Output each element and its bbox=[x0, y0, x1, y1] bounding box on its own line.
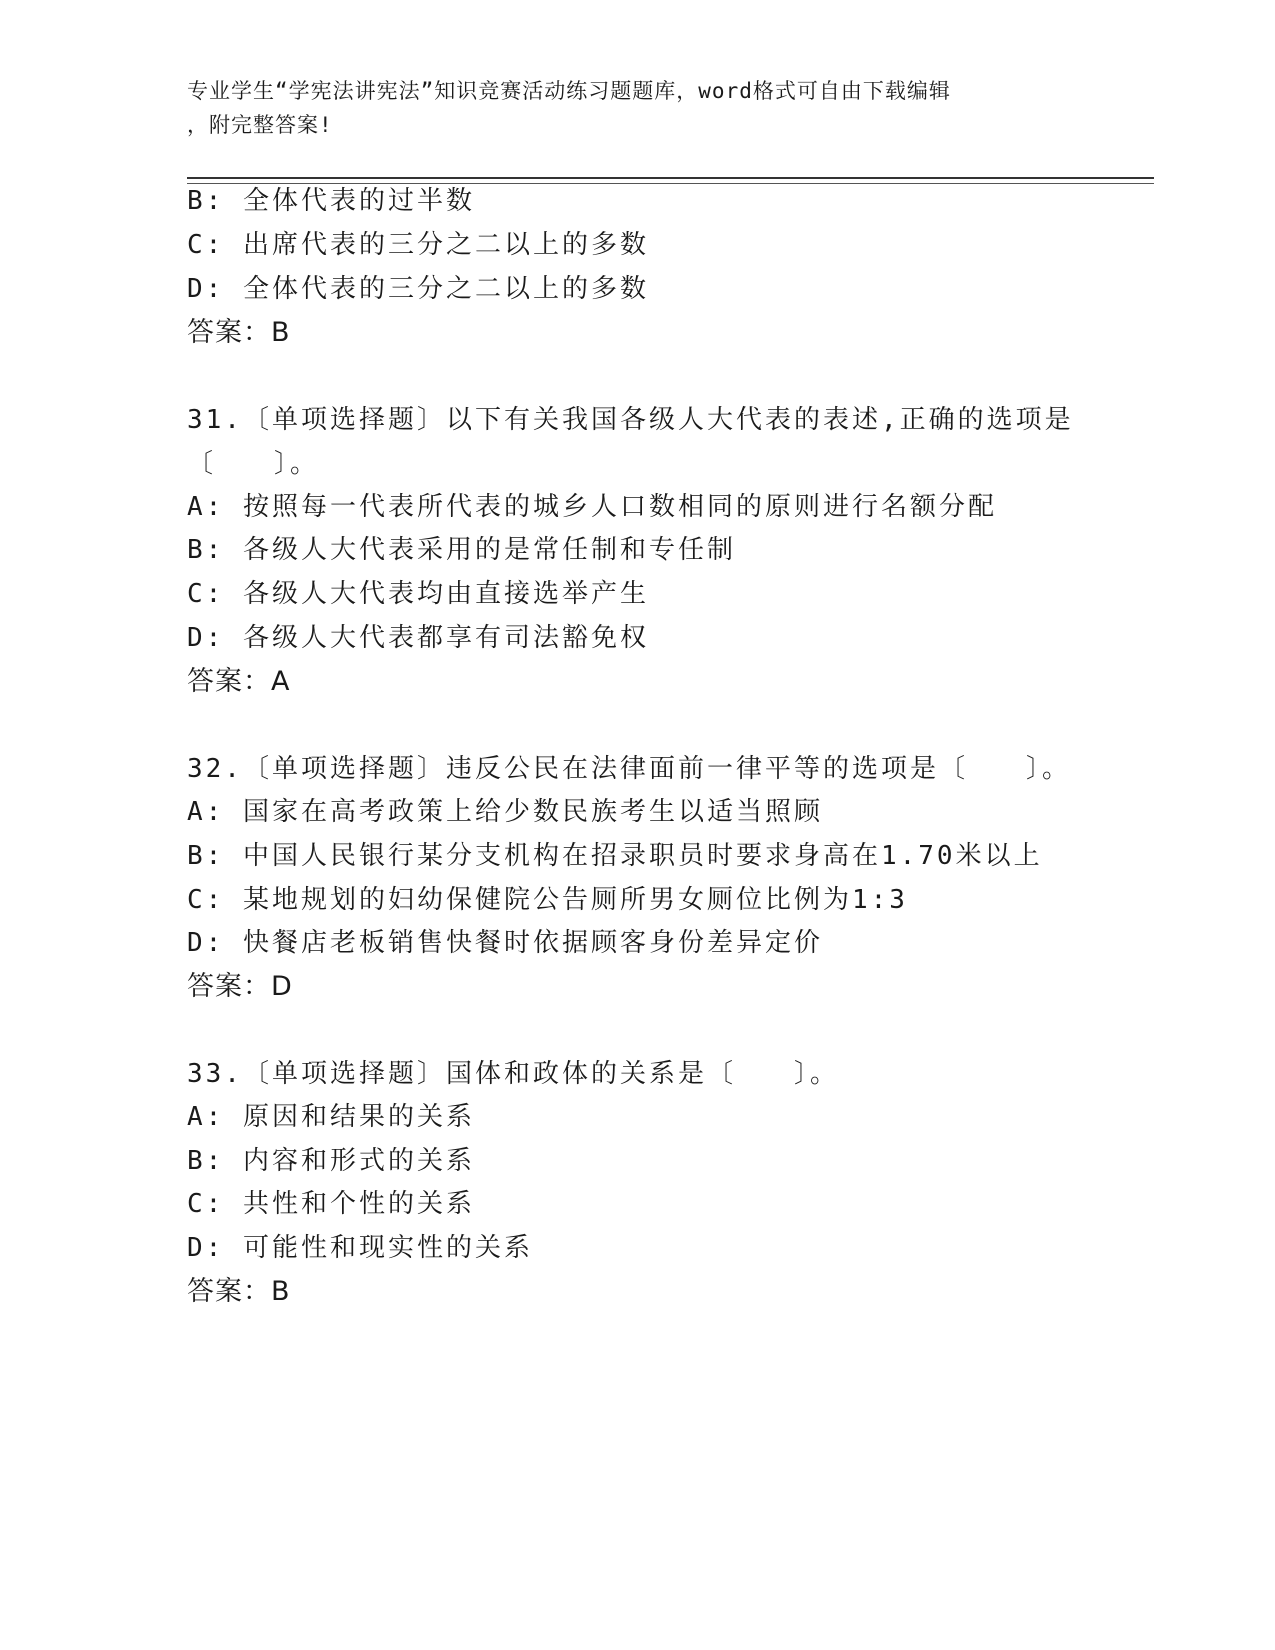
option-d: D: 全体代表的三分之二以上的多数 bbox=[187, 274, 649, 304]
option-d: D: 各级人大代表都享有司法豁免权 bbox=[187, 623, 649, 653]
document-header bbox=[187, 74, 1067, 142]
option-b: B: 全体代表的过半数 bbox=[187, 186, 475, 216]
answer-line: 答案：A bbox=[187, 666, 291, 697]
question-stem: 31.〔单项选择题〕以下有关我国各级人大代表的表述,正确的选项是 bbox=[187, 405, 1074, 435]
question-stem-continued: 〔 〕。 bbox=[187, 449, 320, 479]
header-line-1: 专业学生“学宪法讲宪法”知识竞赛活动练习题题库，word格式可自由下载编辑 bbox=[187, 79, 951, 103]
option-a: A: 原因和结果的关系 bbox=[187, 1102, 475, 1132]
option-b: B: 中国人民银行某分支机构在招录职员时要求身高在1.70米以上 bbox=[187, 841, 1043, 871]
question-stem: 32.〔单项选择题〕违反公民在法律面前一律平等的选项是〔 〕。 bbox=[187, 754, 1071, 784]
option-d: D: 可能性和现实性的关系 bbox=[187, 1233, 533, 1263]
option-d: D: 快餐店老板销售快餐时依据顾客身份差异定价 bbox=[187, 928, 823, 958]
option-b: B: 内容和形式的关系 bbox=[187, 1146, 475, 1176]
option-c: C: 共性和个性的关系 bbox=[187, 1189, 475, 1219]
header-rule-thick bbox=[187, 177, 1154, 179]
answer-line: 答案：B bbox=[187, 1276, 291, 1307]
header-rule-thin bbox=[187, 183, 1154, 184]
answer-line: 答案：D bbox=[187, 971, 293, 1002]
answer-line: 答案：B bbox=[187, 317, 291, 348]
question-stem: 33.〔单项选择题〕国体和政体的关系是〔 〕。 bbox=[187, 1059, 839, 1089]
option-c: C: 某地规划的妇幼保健院公告厕所男女厕位比例为1:3 bbox=[187, 885, 908, 915]
option-c: C: 各级人大代表均由直接选举产生 bbox=[187, 579, 649, 609]
option-a: A: 国家在高考政策上给少数民族考生以适当照顾 bbox=[187, 797, 823, 827]
option-b: B: 各级人大代表采用的是常任制和专任制 bbox=[187, 535, 736, 565]
header-line-2: ，附完整答案! bbox=[187, 113, 333, 137]
option-a: A: 按照每一代表所代表的城乡人口数相同的原则进行名额分配 bbox=[187, 492, 997, 522]
option-c: C: 出席代表的三分之二以上的多数 bbox=[187, 230, 649, 260]
